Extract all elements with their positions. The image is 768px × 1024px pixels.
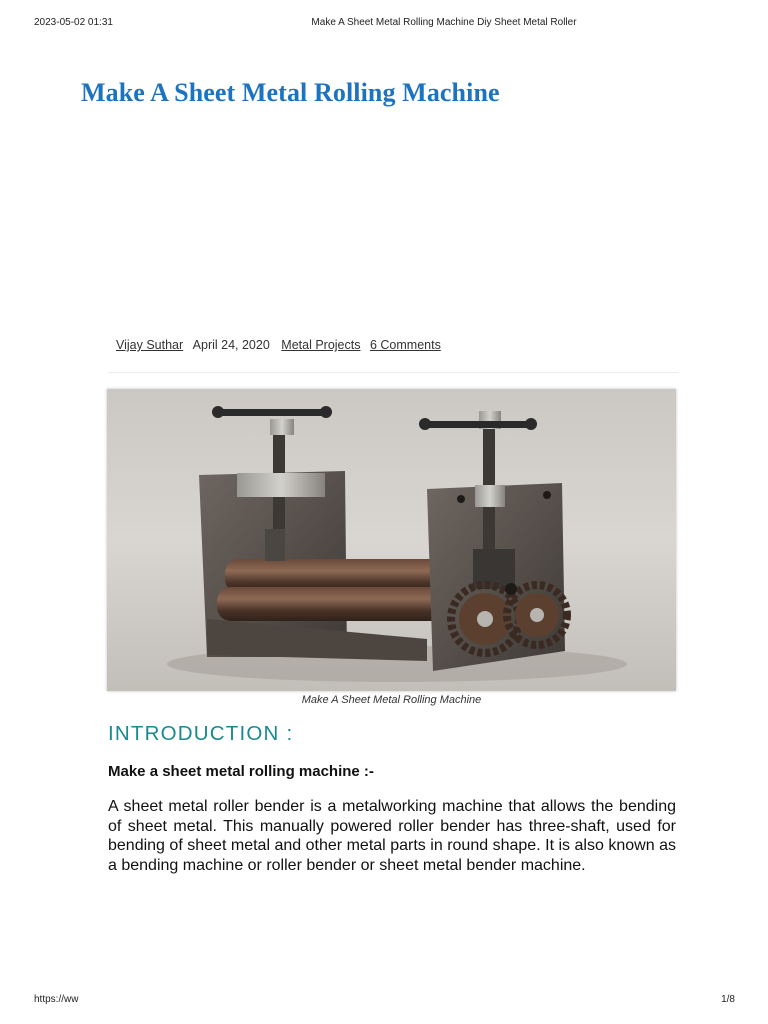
author-link[interactable]: Vijay Suthar xyxy=(116,338,184,352)
sheet-metal-rolling-machine-photo xyxy=(107,389,676,691)
print-document-title: Make A Sheet Metal Rolling Machine Diy Sheet Metal Roller xyxy=(311,17,577,28)
article-title: Make A Sheet Metal Rolling Machine xyxy=(81,78,500,107)
subheading: Make a sheet metal rolling machine :- xyxy=(108,763,374,780)
image-caption: Make A Sheet Metal Rolling Machine xyxy=(301,694,482,706)
intro-paragraph: A sheet metal roller bender is a metalworking machine that allows the bending of sheet metal. This manually powered roller bender has three-shaft, used for bending of sheet metal and other metal parts in round shape. It is also known as a bending machine or roller bender or sheet metal bender machine. xyxy=(108,798,676,874)
comments-link[interactable]: 6 Comments xyxy=(369,338,441,352)
section-heading: INTRODUCTION : xyxy=(108,722,294,745)
category-link[interactable]: Metal Projects xyxy=(281,338,361,352)
print-url: https://ww xyxy=(34,994,79,1005)
publish-date: April 24, 2020 xyxy=(192,338,270,352)
page-number: 1/8 xyxy=(721,994,735,1005)
print-timestamp: 2023-05-02 01:31 xyxy=(34,17,113,28)
article-meta xyxy=(116,338,441,352)
print-header xyxy=(0,17,768,31)
meta-divider xyxy=(108,372,678,373)
article-image xyxy=(107,389,676,691)
